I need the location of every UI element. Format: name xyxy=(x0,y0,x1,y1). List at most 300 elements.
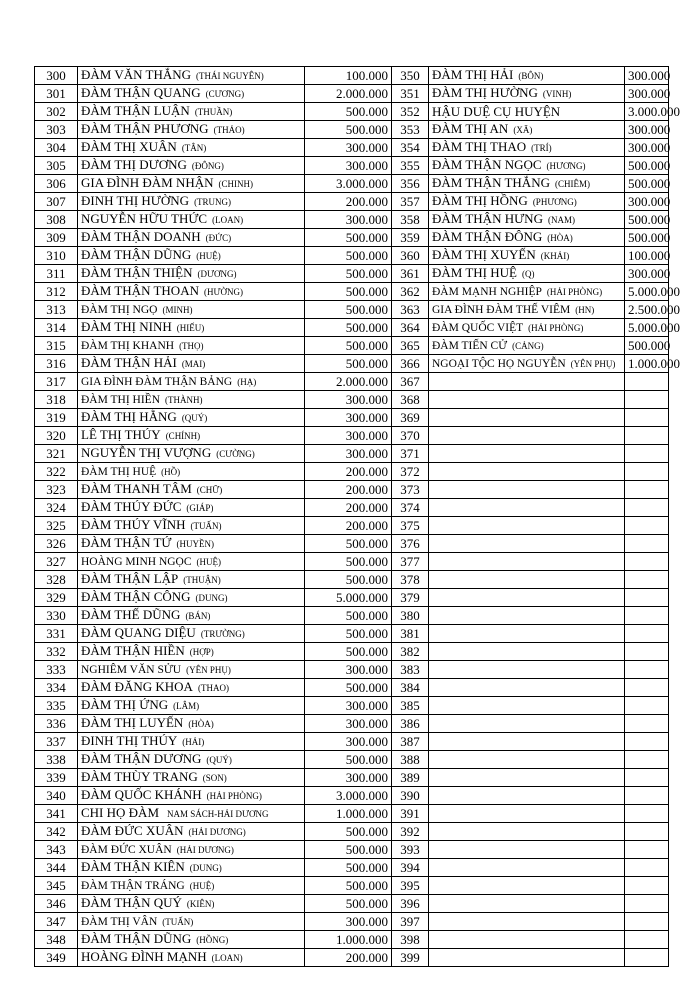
entry-number: 362 xyxy=(392,283,429,301)
entry-number: 303 xyxy=(35,121,78,139)
donor-name-cell xyxy=(429,139,625,157)
entry-number: 310 xyxy=(35,247,78,265)
donor-branch: (HẢI DƯƠNG) xyxy=(176,845,234,855)
donor-name-cell xyxy=(429,67,625,85)
donor-name: ĐÀM THỊ DƯƠNG xyxy=(81,157,187,172)
donor-name-cell xyxy=(78,121,305,139)
donor-name: NGUYỄN HỮU THỨC xyxy=(81,211,208,226)
table-row xyxy=(35,337,669,355)
donor-name: ĐÀM THỊ NINH xyxy=(81,319,172,334)
donor-name-cell xyxy=(78,157,305,175)
donor-name-cell xyxy=(429,661,625,679)
donation-amount xyxy=(625,409,669,427)
donation-amount: 200.000 xyxy=(305,481,392,499)
donation-amount xyxy=(625,733,669,751)
entry-number: 313 xyxy=(35,301,78,319)
donor-name-cell xyxy=(429,625,625,643)
donor-name-cell xyxy=(78,247,305,265)
donor-name-cell xyxy=(78,463,305,481)
donor-branch: (XÃ) xyxy=(513,125,533,135)
donor-name: CHI HỌ ĐÀM xyxy=(81,805,159,820)
donation-amount: 2.000.000 xyxy=(305,85,392,103)
donor-name: ĐÀM MẠNH NGHIỆP xyxy=(432,286,542,298)
entry-number: 316 xyxy=(35,355,78,373)
donation-amount: 300.000 xyxy=(305,913,392,931)
donor-name-cell xyxy=(78,931,305,949)
donation-amount: 300.000 xyxy=(305,661,392,679)
donor-branch: (HẢI DƯƠNG) xyxy=(188,827,246,837)
donor-name: ĐÀM THẬN CÔNG xyxy=(81,589,191,604)
entry-number: 345 xyxy=(35,877,78,895)
donor-name-cell xyxy=(429,607,625,625)
entry-number: 301 xyxy=(35,85,78,103)
donation-amount: 500.000 xyxy=(305,553,392,571)
entry-number: 330 xyxy=(35,607,78,625)
entry-number: 341 xyxy=(35,805,78,823)
donor-name: ĐÀM THẬN THẮNG xyxy=(432,175,550,190)
entry-number: 325 xyxy=(35,517,78,535)
donor-branch: (BÁN) xyxy=(185,611,211,621)
donor-name-cell xyxy=(78,697,305,715)
donation-amount: 300.000 xyxy=(305,409,392,427)
donation-amount xyxy=(625,805,669,823)
donor-branch: (HỢP) xyxy=(189,647,214,657)
donor-name: LÊ THỊ THÚY xyxy=(81,427,161,442)
donor-branch: (THÀNH) xyxy=(165,395,203,405)
entry-number: 361 xyxy=(392,265,429,283)
donation-amount xyxy=(625,715,669,733)
donor-name: ĐÀM THẬN DƯƠNG xyxy=(81,751,202,766)
donor-name-cell xyxy=(78,661,305,679)
donor-name-cell xyxy=(429,463,625,481)
donation-amount: 2.000.000 xyxy=(305,373,392,391)
table-row xyxy=(35,427,669,445)
donor-name: ĐÀM THÚY VĨNH xyxy=(81,517,186,532)
entry-number: 386 xyxy=(392,715,429,733)
entry-number: 357 xyxy=(392,193,429,211)
donation-amount: 300.000 xyxy=(305,157,392,175)
donor-branch: (HN) xyxy=(575,305,595,315)
donation-amount: 300.000 xyxy=(305,427,392,445)
entry-number: 304 xyxy=(35,139,78,157)
donor-name: ĐINH THỊ HƯỜNG xyxy=(81,193,190,208)
entry-number: 390 xyxy=(392,787,429,805)
donor-branch: (YÊN PHỤ) xyxy=(570,359,616,369)
donor-branch: (CHINH) xyxy=(218,179,254,189)
donor-name-cell xyxy=(429,265,625,283)
donor-name-cell xyxy=(78,229,305,247)
donor-name-cell xyxy=(429,679,625,697)
donation-amount: 300.000 xyxy=(305,211,392,229)
donor-branch: (CẢNG) xyxy=(512,341,544,351)
donor-branch: (LOAN) xyxy=(212,215,244,225)
donation-amount: 500.000 xyxy=(305,859,392,877)
donor-name-cell xyxy=(78,175,305,193)
entry-number: 384 xyxy=(392,679,429,697)
donation-amount: 300.000 xyxy=(305,391,392,409)
donation-amount xyxy=(625,697,669,715)
donor-branch: (BÔN) xyxy=(518,71,544,81)
table-row xyxy=(35,841,669,859)
entry-number: 343 xyxy=(35,841,78,859)
donation-amount xyxy=(625,769,669,787)
donor-branch: (THẢO) xyxy=(213,125,245,135)
donation-amount: 500.000 xyxy=(305,247,392,265)
donor-name-cell xyxy=(429,229,625,247)
donation-amount: 100.000 xyxy=(305,67,392,85)
donation-amount: 500.000 xyxy=(305,535,392,553)
table-row xyxy=(35,769,669,787)
donor-name-cell xyxy=(429,103,625,121)
donation-amount xyxy=(625,949,669,967)
donor-branch: (TUẤN) xyxy=(162,917,194,927)
donation-amount xyxy=(625,751,669,769)
donation-amount xyxy=(625,625,669,643)
table-row xyxy=(35,535,669,553)
donor-branch: (MAI) xyxy=(181,359,206,369)
entry-number: 395 xyxy=(392,877,429,895)
donor-branch: (SON) xyxy=(202,773,227,783)
donor-name: ĐINH THỊ THÚY xyxy=(81,733,178,748)
donor-name: ĐÀM THẬN LUẬN xyxy=(81,103,190,118)
donation-amount: 500.000 xyxy=(305,319,392,337)
table-row xyxy=(35,67,669,85)
entry-number: 324 xyxy=(35,499,78,517)
donor-branch: (MINH) xyxy=(162,305,193,315)
donor-name: ĐÀM THỊ ỨNG xyxy=(81,697,169,712)
donor-name: ĐÀM THẬN NGỌC xyxy=(432,157,542,172)
donor-name: ĐÀM THÚY ĐỨC xyxy=(81,499,182,514)
table-row xyxy=(35,553,669,571)
donor-name: ĐÀM THỊ HẢI xyxy=(432,67,514,82)
donor-name-cell xyxy=(78,409,305,427)
donation-amount: 300.000 xyxy=(305,733,392,751)
donor-branch: (HỒ) xyxy=(161,467,181,477)
donor-name-cell xyxy=(78,355,305,373)
donor-branch: (HƯỜNG) xyxy=(203,287,243,297)
donor-branch: (CƯỜNG) xyxy=(216,449,255,459)
donation-amount: 500.000 xyxy=(305,283,392,301)
entry-number: 398 xyxy=(392,931,429,949)
donation-amount: 3.000.000 xyxy=(625,103,669,121)
entry-number: 358 xyxy=(392,211,429,229)
donor-name-cell xyxy=(429,751,625,769)
entry-number: 335 xyxy=(35,697,78,715)
entry-number: 359 xyxy=(392,229,429,247)
donation-amount: 200.000 xyxy=(305,463,392,481)
entry-number: 388 xyxy=(392,751,429,769)
donor-name-cell xyxy=(78,859,305,877)
table-row xyxy=(35,175,669,193)
donor-name-cell xyxy=(78,625,305,643)
donor-name-cell xyxy=(78,265,305,283)
donation-amount: 500.000 xyxy=(625,175,669,193)
donor-name: GIA ĐÌNH ĐÀM NHẬN xyxy=(81,175,214,190)
donor-branch: (CƯƠNG) xyxy=(205,89,245,99)
entry-number: 363 xyxy=(392,301,429,319)
donor-name: ĐÀM THANH TÂM xyxy=(81,481,192,496)
donor-name: ĐÀM ĐĂNG KHOA xyxy=(81,679,193,694)
table-row xyxy=(35,373,669,391)
donation-amount xyxy=(625,463,669,481)
table-row xyxy=(35,463,669,481)
donation-amount xyxy=(625,841,669,859)
donor-name-cell xyxy=(429,319,625,337)
donor-name: ĐÀM THỊ XUYẾN xyxy=(432,247,536,262)
entry-number: 308 xyxy=(35,211,78,229)
entry-number: 383 xyxy=(392,661,429,679)
donor-name-cell xyxy=(429,211,625,229)
donation-amount: 300.000 xyxy=(625,67,669,85)
donation-amount: 500.000 xyxy=(625,157,669,175)
entry-number: 378 xyxy=(392,571,429,589)
donor-name-cell xyxy=(78,805,305,823)
donor-branch: (YÊN PHỤ) xyxy=(186,665,231,675)
donation-amount: 500.000 xyxy=(305,355,392,373)
donor-name-cell xyxy=(429,391,625,409)
donor-branch: (THAO) xyxy=(197,683,229,693)
entry-number: 366 xyxy=(392,355,429,373)
donation-amount: 500.000 xyxy=(305,823,392,841)
donor-name-cell xyxy=(78,283,305,301)
donor-name-cell xyxy=(429,697,625,715)
donor-name: ĐÀM QUỐC VIỆT xyxy=(432,322,524,334)
entry-number: 397 xyxy=(392,913,429,931)
donor-name: ĐÀM QUỐC KHÁNH xyxy=(81,787,202,802)
donor-branch: (HÒA) xyxy=(547,233,573,243)
table-row xyxy=(35,877,669,895)
donor-branch: (HIẾU) xyxy=(176,323,205,333)
table-row xyxy=(35,643,669,661)
donation-amount xyxy=(625,913,669,931)
entry-number: 385 xyxy=(392,697,429,715)
donation-amount: 500.000 xyxy=(305,301,392,319)
donor-name: NGUYỄN THỊ VƯỢNG xyxy=(81,445,212,460)
entry-number: 339 xyxy=(35,769,78,787)
donation-amount xyxy=(625,391,669,409)
donor-name: ĐÀM THỊ NGỌ xyxy=(81,304,158,316)
donor-name: ĐÀM THỊ THAO xyxy=(432,139,527,154)
donation-amount: 300.000 xyxy=(305,139,392,157)
donor-branch: (TRUNG) xyxy=(194,197,232,207)
entry-number: 322 xyxy=(35,463,78,481)
entry-number: 368 xyxy=(392,391,429,409)
donor-name-cell xyxy=(429,643,625,661)
donation-amount xyxy=(625,661,669,679)
donation-amount: 500.000 xyxy=(305,103,392,121)
entry-number: 329 xyxy=(35,589,78,607)
donor-name-cell xyxy=(429,355,625,373)
donor-branch: (HƯƠNG) xyxy=(546,161,586,171)
entry-number: 371 xyxy=(392,445,429,463)
donor-branch: (HỒNG) xyxy=(196,935,229,945)
table-row xyxy=(35,805,669,823)
table-row xyxy=(35,391,669,409)
donor-branch: (ĐÔNG) xyxy=(191,161,224,171)
table-row xyxy=(35,319,669,337)
table-row xyxy=(35,697,669,715)
donor-name-cell xyxy=(78,787,305,805)
entry-number: 372 xyxy=(392,463,429,481)
donor-branch: (HẢI PHÒNG) xyxy=(528,323,584,333)
donation-amount xyxy=(625,877,669,895)
donor-name-cell xyxy=(78,481,305,499)
donor-branch: (NAM) xyxy=(547,215,575,225)
entry-number: 354 xyxy=(392,139,429,157)
entry-number: 332 xyxy=(35,643,78,661)
donation-amount xyxy=(625,445,669,463)
table-row xyxy=(35,679,669,697)
donation-amount: 200.000 xyxy=(305,193,392,211)
donor-name-cell xyxy=(78,877,305,895)
donor-name: ĐÀM THỊ VÂN xyxy=(81,916,158,928)
entry-number: 328 xyxy=(35,571,78,589)
entry-number: 337 xyxy=(35,733,78,751)
donor-name-cell xyxy=(429,337,625,355)
entry-number: 305 xyxy=(35,157,78,175)
donor-name: ĐÀM TIẾN CỬ xyxy=(432,340,508,352)
donation-amount xyxy=(625,499,669,517)
entry-number: 321 xyxy=(35,445,78,463)
table-row xyxy=(35,823,669,841)
entry-number: 347 xyxy=(35,913,78,931)
donor-name: ĐÀM THẬN THIỆN xyxy=(81,265,193,280)
table-row xyxy=(35,607,669,625)
donor-name-cell xyxy=(429,283,625,301)
entry-number: 309 xyxy=(35,229,78,247)
donation-amount xyxy=(625,823,669,841)
donor-branch: (THỌ) xyxy=(179,341,204,351)
table-row xyxy=(35,661,669,679)
donation-amount xyxy=(625,895,669,913)
donor-name: ĐÀM THỊ KHANH xyxy=(81,340,175,352)
donor-name-cell xyxy=(429,715,625,733)
donor-name-cell xyxy=(78,499,305,517)
donor-name-cell xyxy=(78,319,305,337)
entry-number: 394 xyxy=(392,859,429,877)
donation-amount xyxy=(625,553,669,571)
donation-amount xyxy=(625,931,669,949)
entry-number: 344 xyxy=(35,859,78,877)
entry-number: 355 xyxy=(392,157,429,175)
donation-amount: 3.000.000 xyxy=(305,787,392,805)
donor-name: NGHIÊM VĂN SỬU xyxy=(81,664,182,676)
entry-number: 333 xyxy=(35,661,78,679)
donor-branch: (HUỆ) xyxy=(189,881,215,891)
donor-name-cell xyxy=(78,949,305,967)
entry-number: 317 xyxy=(35,373,78,391)
donation-amount: 500.000 xyxy=(305,625,392,643)
table-row xyxy=(35,229,669,247)
donor-name-cell xyxy=(429,499,625,517)
entry-number: 302 xyxy=(35,103,78,121)
donor-branch: (CHIÊM) xyxy=(554,179,590,189)
donor-branch: (DƯƠNG) xyxy=(197,269,237,279)
donor-name-cell xyxy=(78,535,305,553)
table-row xyxy=(35,913,669,931)
donation-amount xyxy=(625,535,669,553)
donor-name-cell xyxy=(78,445,305,463)
entry-number: 348 xyxy=(35,931,78,949)
table-row xyxy=(35,157,669,175)
donation-amount: 500.000 xyxy=(305,679,392,697)
donor-name: ĐÀM THẬN ĐÔNG xyxy=(432,229,543,244)
donation-amount: 3.000.000 xyxy=(305,175,392,193)
donation-amount: 500.000 xyxy=(305,607,392,625)
donation-amount: 300.000 xyxy=(305,445,392,463)
donor-branch: (HUỆ) xyxy=(196,557,222,567)
donor-branch: (GIÁP) xyxy=(186,503,214,513)
donor-name: ĐÀM THẬN KIÊN xyxy=(81,859,185,874)
table-row xyxy=(35,139,669,157)
donor-name: ĐÀM THỊ LUYẾN xyxy=(81,715,184,730)
table-row xyxy=(35,481,669,499)
table-row xyxy=(35,247,669,265)
donor-branch: (VINH) xyxy=(542,89,572,99)
entry-number: 387 xyxy=(392,733,429,751)
entry-number: 380 xyxy=(392,607,429,625)
donor-name-cell xyxy=(429,445,625,463)
donor-name-cell xyxy=(78,301,305,319)
donation-amount xyxy=(625,787,669,805)
donor-name-cell xyxy=(429,931,625,949)
table-row xyxy=(35,499,669,517)
donor-branch: (THÁI NGUYÊN) xyxy=(196,71,264,81)
entry-number: 391 xyxy=(392,805,429,823)
table-row xyxy=(35,733,669,751)
donor-name: HẬU DUỆ CỤ HUYỆN xyxy=(432,104,561,119)
donor-name-cell xyxy=(429,859,625,877)
donation-amount: 500.000 xyxy=(305,265,392,283)
table-row xyxy=(35,895,669,913)
donor-branch: (TÂN) xyxy=(181,143,207,153)
donor-branch: (DUNG) xyxy=(189,863,222,873)
entry-number: 315 xyxy=(35,337,78,355)
donor-name-cell xyxy=(429,841,625,859)
donor-name: ĐÀM THỊ HUỆ xyxy=(432,265,517,280)
donation-amount: 500.000 xyxy=(305,751,392,769)
donor-name-cell xyxy=(429,877,625,895)
donor-name-cell xyxy=(429,175,625,193)
entry-number: 360 xyxy=(392,247,429,265)
donor-name-cell xyxy=(429,553,625,571)
donor-name: HOÀNG ĐÌNH MẠNH xyxy=(81,949,207,964)
donor-list-table xyxy=(34,66,680,967)
donor-name-cell xyxy=(429,301,625,319)
donation-amount xyxy=(625,607,669,625)
entry-number: 352 xyxy=(392,103,429,121)
donor-branch: (HẢI) xyxy=(182,737,205,747)
donor-name-cell xyxy=(78,841,305,859)
donor-name: ĐÀM THỊ HƯỜNG xyxy=(432,85,538,100)
table-row xyxy=(35,715,669,733)
donor-branch: (HUỆ) xyxy=(196,251,221,261)
donor-name-cell xyxy=(78,337,305,355)
donor-name: ĐÀM THẬN LẬP xyxy=(81,571,179,586)
donor-branch: (QUÝ) xyxy=(181,413,208,423)
donor-name: ĐÀM THẬN THOAN xyxy=(81,283,199,298)
donor-name-cell xyxy=(78,211,305,229)
entry-number: 369 xyxy=(392,409,429,427)
donor-name: ĐÀM THẾ DŨNG xyxy=(81,607,181,622)
entry-number: 365 xyxy=(392,337,429,355)
entry-number: 334 xyxy=(35,679,78,697)
donation-amount: 5.000.000 xyxy=(305,589,392,607)
entry-number: 375 xyxy=(392,517,429,535)
entry-number: 340 xyxy=(35,787,78,805)
donation-amount: 500.000 xyxy=(305,643,392,661)
table-row xyxy=(35,283,669,301)
